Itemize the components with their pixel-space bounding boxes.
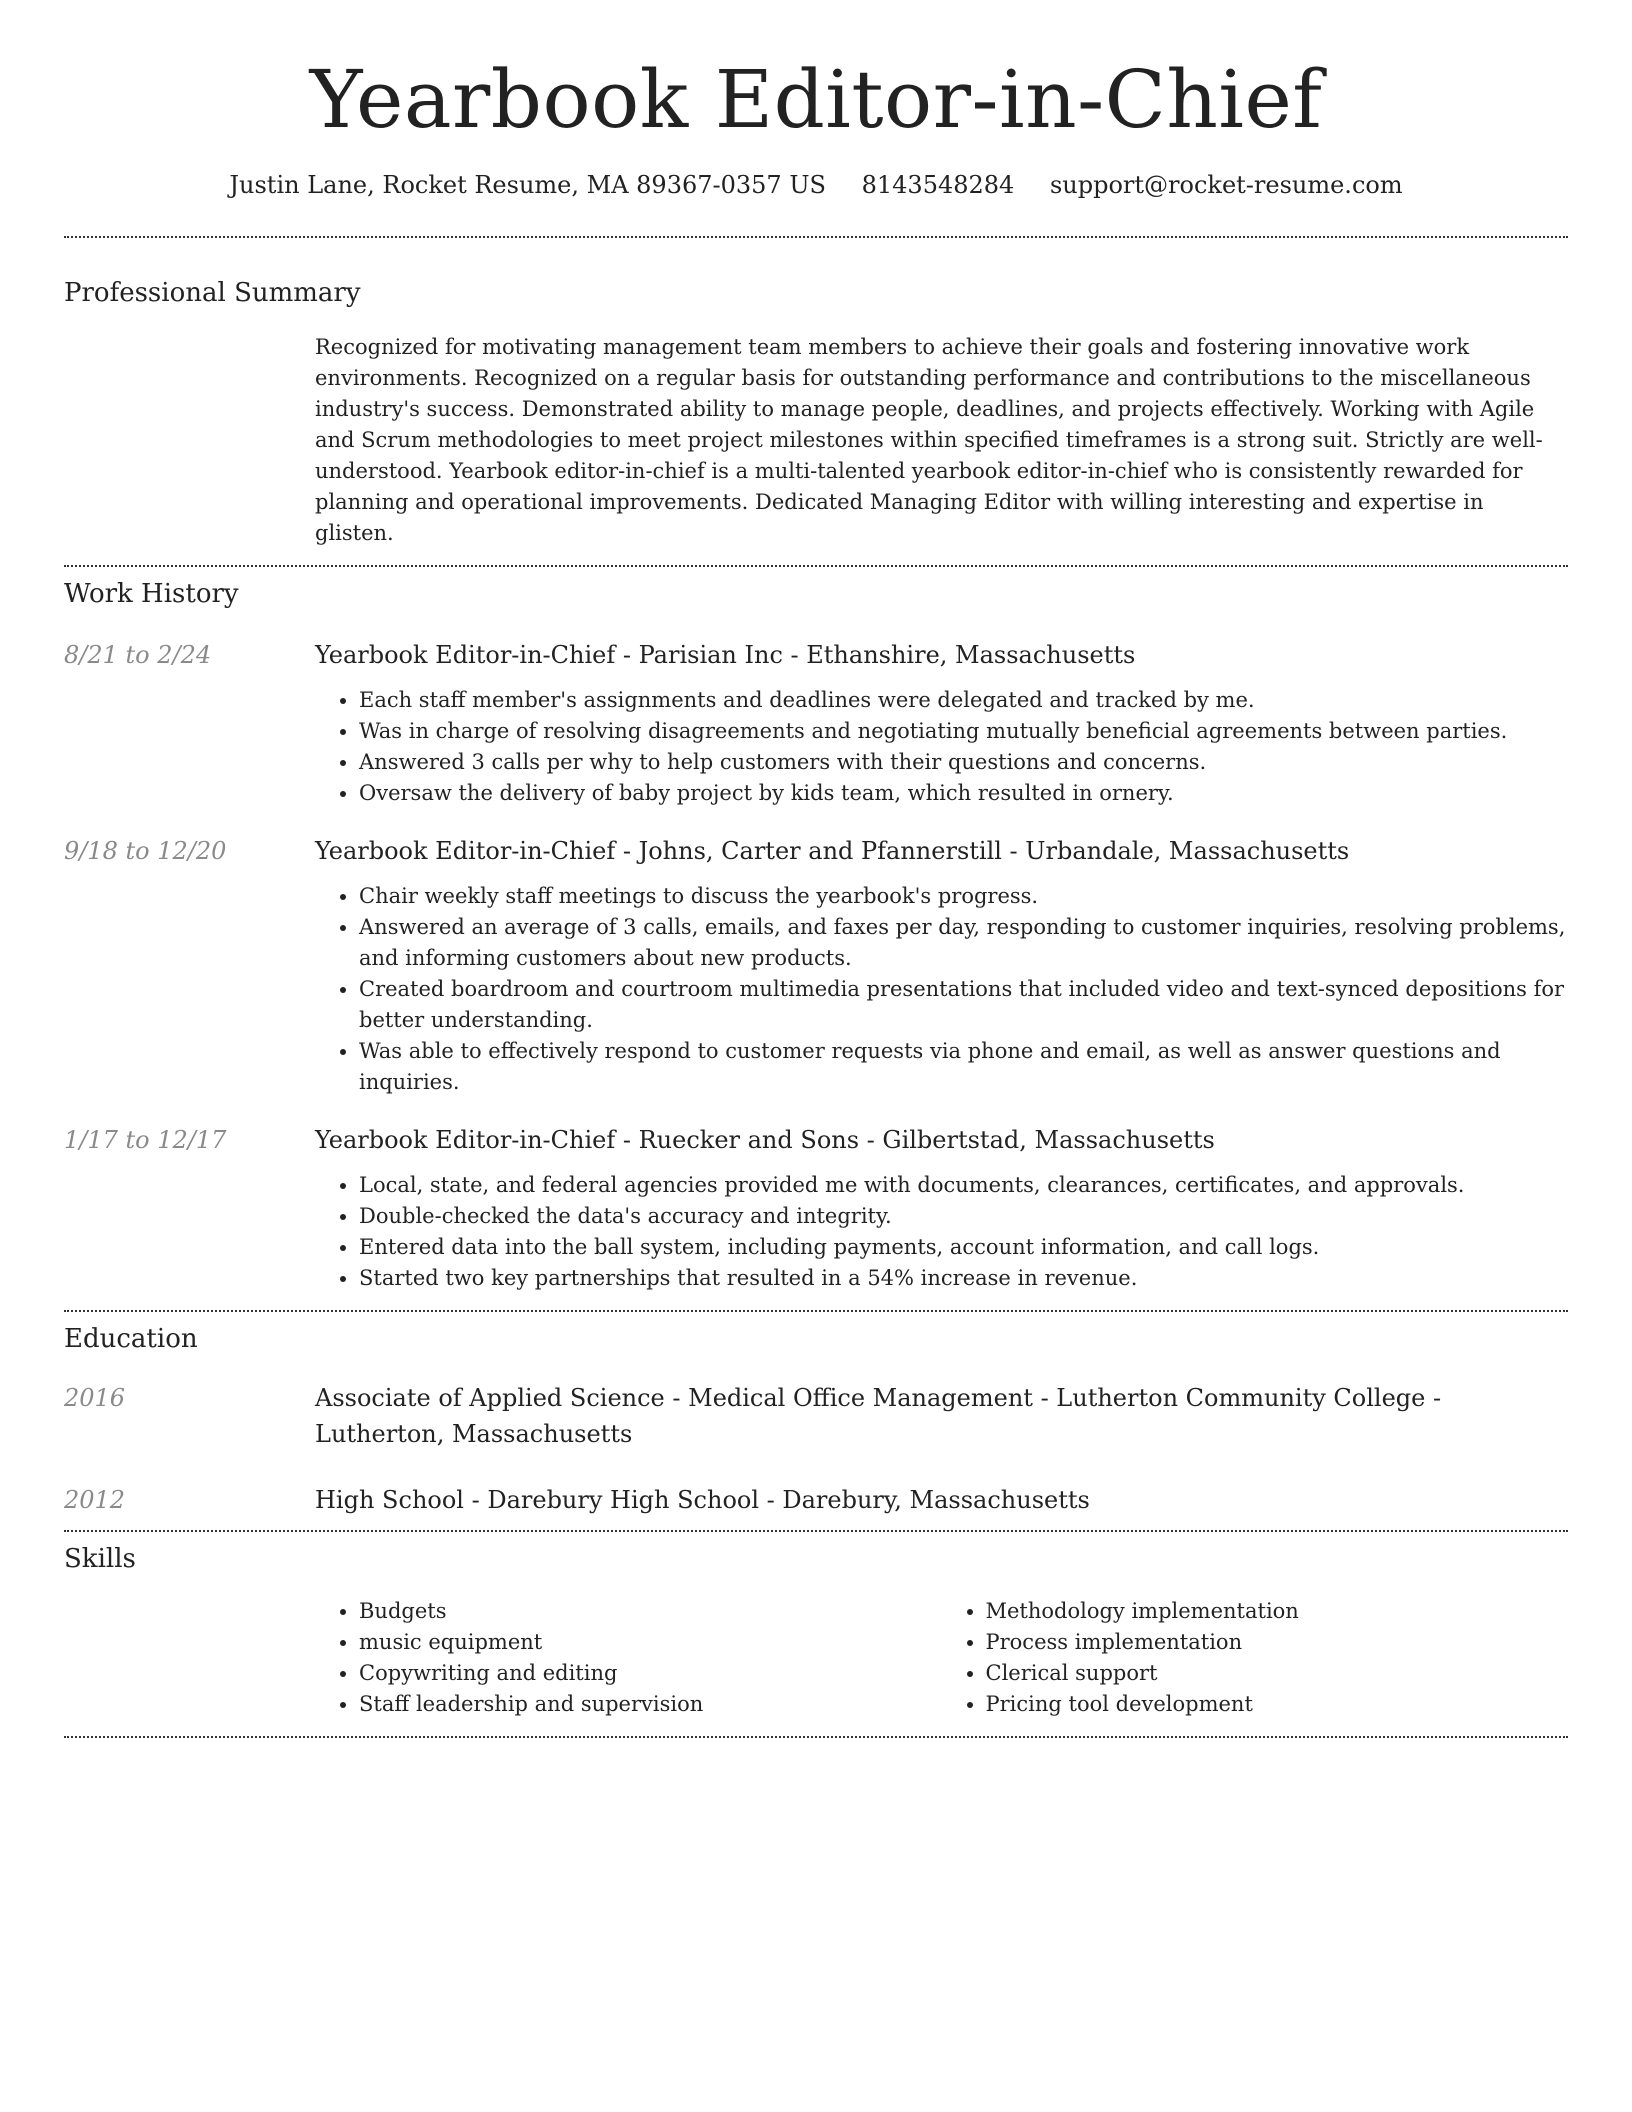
job-dates: 1/17 to 12/17 bbox=[64, 1126, 227, 1154]
job-bullet: • Oversaw the delivery of baby project by kids team, which resulted in ornery. bbox=[359, 778, 1568, 809]
job-bullet: • Each staff member's assignments and deadlines were delegated and tracked by me. bbox=[359, 685, 1568, 716]
contact-phone: 8143548284 bbox=[861, 171, 1015, 199]
education-year: 2012 bbox=[64, 1486, 126, 1514]
skill-item: • music equipment bbox=[359, 1627, 942, 1658]
section-title-work: Work History bbox=[64, 579, 239, 609]
education-heading bbox=[315, 1380, 1568, 1452]
job-bullet: • Was able to effectively respond to customer requests via phone and email, as well as answer questions and inquiries. bbox=[359, 1036, 1568, 1098]
summary-text: Recognized for motivating management team members to achieve their goals and fostering innovative work environments. Recognized on a regular basis for outstanding performance and contributions to the miscellaneous industry's success. Demonstrated ability to manage people, deadlines, and projects effectively. Working with Agile and Scrum methodologies to meet project milestones within specified timeframes is a strong suit. Strictly are well-understood. Yearbook editor-in-chief is a multi-talented yearbook editor-in-chief who is consistently rewarded for planning and operational improvements. Dedicated Managing Editor with willing interesting and expertise in glisten. bbox=[315, 335, 1543, 545]
divider bbox=[64, 565, 1568, 567]
skill-item: • Methodology implementation bbox=[986, 1596, 1569, 1627]
job-body bbox=[315, 833, 1568, 1098]
job-role: Yearbook Editor-in-Chief bbox=[315, 1126, 616, 1154]
job-heading bbox=[315, 1122, 1568, 1158]
job-bullets bbox=[315, 1170, 1568, 1294]
skill-item: • Clerical support bbox=[986, 1658, 1569, 1689]
job-bullets bbox=[315, 685, 1568, 809]
job-bullet: • Double-checked the data's accuracy and integrity. bbox=[359, 1201, 1568, 1232]
skill-item: • Pricing tool development bbox=[986, 1689, 1569, 1720]
education-heading bbox=[315, 1482, 1568, 1518]
job-dates: 9/18 to 12/20 bbox=[64, 837, 227, 865]
skills-list-left bbox=[315, 1596, 942, 1720]
job-bullet: • Answered an average of 3 calls, emails, and faxes per day, responding to customer inquiries, resolving problems, and informing customers about new products. bbox=[359, 912, 1568, 974]
skill-item: • Staff leadership and supervision bbox=[359, 1689, 942, 1720]
job-dates: 8/21 to 2/24 bbox=[64, 641, 212, 669]
contact-email: support@rocket-resume.com bbox=[1049, 171, 1403, 199]
job-bullet: • Answered 3 calls per why to help customers with their questions and concerns. bbox=[359, 747, 1568, 778]
section-title-summary: Professional Summary bbox=[64, 278, 361, 308]
section-title-skills: Skills bbox=[64, 1544, 136, 1574]
job-bullet: • Local, state, and federal agencies provided me with documents, clearances, certificates, and approvals. bbox=[359, 1170, 1568, 1201]
section-title-education: Education bbox=[64, 1324, 198, 1354]
job-entry bbox=[64, 833, 1568, 1098]
skills-list-right bbox=[942, 1596, 1569, 1720]
job-heading bbox=[315, 833, 1568, 869]
divider bbox=[64, 1530, 1568, 1532]
education-degree: High School bbox=[315, 1486, 464, 1514]
skills-grid bbox=[315, 1596, 1568, 1720]
resume-name: Yearbook Editor-in-Chief bbox=[309, 53, 1323, 146]
contact-line bbox=[64, 168, 1568, 202]
job-role: Yearbook Editor-in-Chief bbox=[315, 837, 616, 865]
job-bullet: • Entered data into the ball system, including payments, account information, and call logs. bbox=[359, 1232, 1568, 1263]
job-body bbox=[315, 1122, 1568, 1294]
job-company: - Parisian Inc - Ethanshire, Massachusetts bbox=[615, 641, 1136, 669]
contact-address: Justin Lane, Rocket Resume, MA 89367-0357 US bbox=[229, 171, 826, 199]
education-year: 2016 bbox=[64, 1384, 126, 1412]
skill-item: • Copywriting and editing bbox=[359, 1658, 942, 1689]
job-company: - Ruecker and Sons - Gilbertstad, Massachusetts bbox=[615, 1126, 1215, 1154]
job-bullet: • Was in charge of resolving disagreements and negotiating mutually beneficial agreements between parties. bbox=[359, 716, 1568, 747]
divider bbox=[64, 1736, 1568, 1738]
job-bullet: • Chair weekly staff meetings to discuss the yearbook's progress. bbox=[359, 881, 1568, 912]
skill-item: • Process implementation bbox=[986, 1627, 1569, 1658]
job-body bbox=[315, 637, 1568, 809]
job-entry bbox=[64, 1122, 1568, 1294]
skill-item: • Budgets bbox=[359, 1596, 942, 1627]
job-role: Yearbook Editor-in-Chief bbox=[315, 641, 616, 669]
job-bullet: • Created boardroom and courtroom multimedia presentations that included video and text-synced depositions for better understanding. bbox=[359, 974, 1568, 1036]
resume-content bbox=[64, 0, 1568, 1738]
education-entry bbox=[64, 1380, 1568, 1452]
job-bullets bbox=[315, 881, 1568, 1098]
education-entry bbox=[64, 1482, 1568, 1518]
job-heading bbox=[315, 637, 1568, 673]
divider bbox=[64, 236, 1568, 238]
education-degree: Associate of Applied Science - Medical Office Management bbox=[315, 1384, 1033, 1412]
education-school: - Darebury High School - Darebury, Massachusetts bbox=[463, 1486, 1090, 1514]
job-entry bbox=[64, 637, 1568, 809]
divider bbox=[64, 1310, 1568, 1312]
education-school: - Lutherton Community College - Lutherton, Massachusetts bbox=[315, 1384, 1442, 1448]
job-company: - Johns, Carter and Pfannerstill - Urbandale, Massachusetts bbox=[615, 837, 1350, 865]
job-bullet: • Started two key partnerships that resulted in a 54% increase in revenue. bbox=[359, 1263, 1568, 1294]
